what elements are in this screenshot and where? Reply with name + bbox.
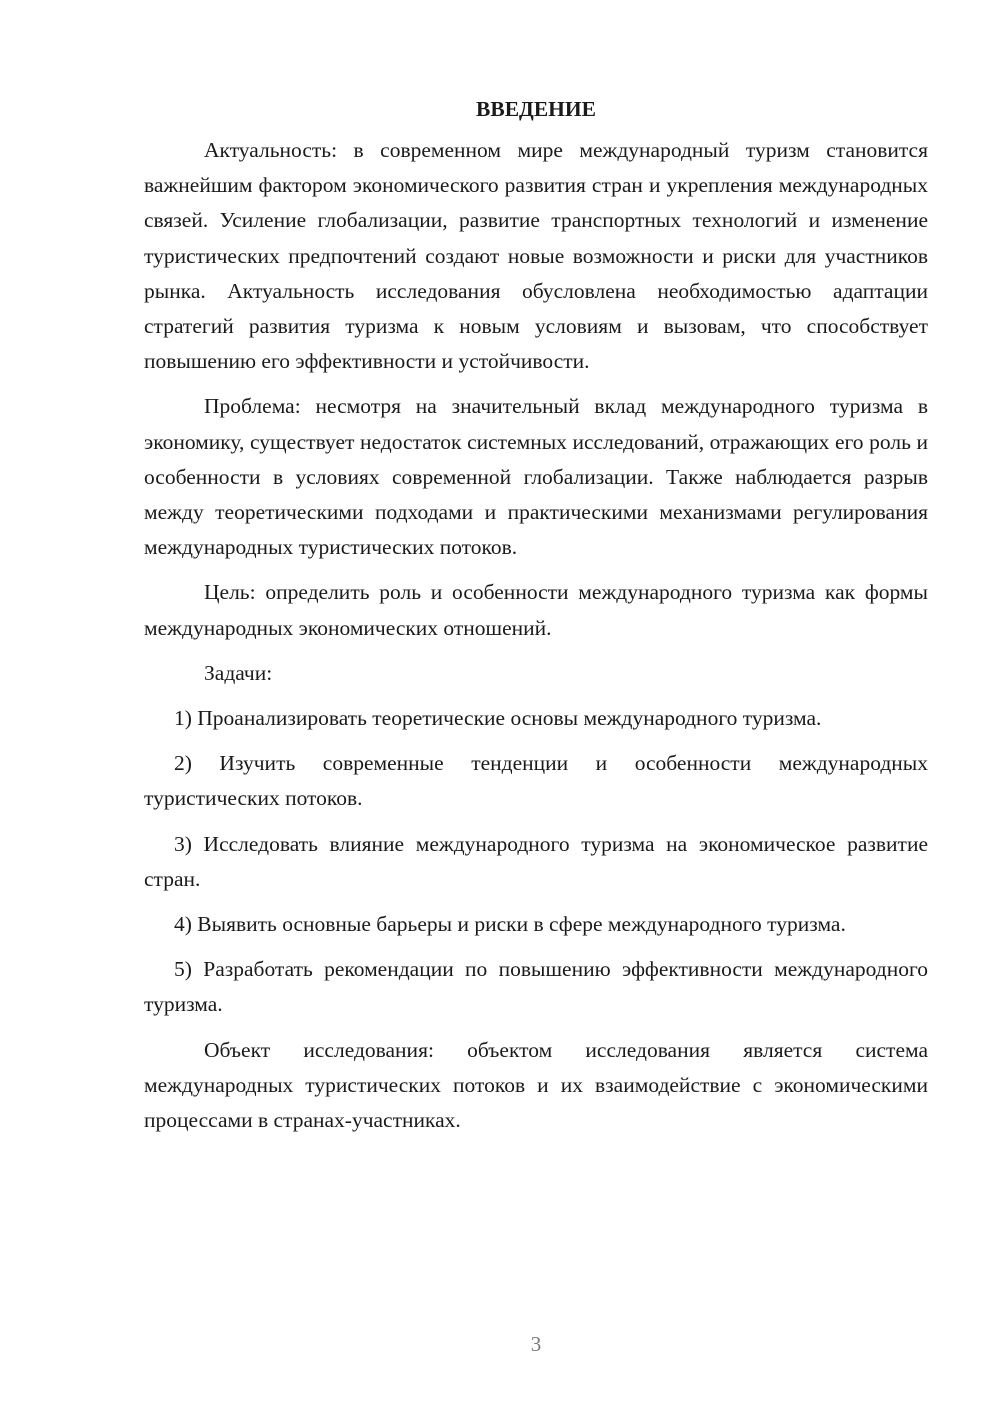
- task-item-2: 2) Изучить современные тенденции и особенности международных туристических потоков.: [144, 751, 928, 811]
- task-item-1: 1) Проанализировать теоретические основы международного туризма.: [174, 706, 822, 731]
- task-item-3: 3) Исследовать влияние международного туризма на экономическое развитие стран.: [144, 831, 928, 891]
- paragraph-goal: Цель: определить роль и особенности международного туризма как формы международных экономических отношений.: [144, 580, 928, 640]
- task-item-5: 5) Разработать рекомендации по повышению эффективности международного туризма.: [144, 957, 928, 1017]
- paragraph-relevance: Актуальность: в современном мире международный туризм становится важнейшим фактором экономического развития стран и укрепления международных связей. Усиление глобализации, развитие транспортных технологий и изменение туристических предпочтений создают новые возможности и риски для участников рынка. Актуальность исследования обусловлена необходимостью адаптации стратегий развития туризма к новым условиям и вызовам, что способствует повышению его эффективности и устойчивости.: [144, 138, 928, 374]
- page-number: 3: [530, 1332, 542, 1356]
- tasks-label: Задачи:: [204, 660, 273, 685]
- page-content: [144, 92, 928, 1148]
- section-heading: ВВЕДЕНИЕ: [476, 97, 596, 121]
- paragraph-problem: Проблема: несмотря на значительный вклад международного туризма в экономику, существует недостаток системных исследований, отражающих его роль и особенности в условиях современной глобализации. Также наблюдается разрыв между теоретическими подходами и практическими механизмами регулирования международных туристических потоков.: [144, 394, 928, 560]
- paragraph-object: Объект исследования: объектом исследования является система международных туристических потоков и их взаимодействие с экономическими процессами в странах-участниках.: [144, 1037, 928, 1133]
- task-item-4: 4) Выявить основные барьеры и риски в сфере международного туризма.: [174, 912, 846, 937]
